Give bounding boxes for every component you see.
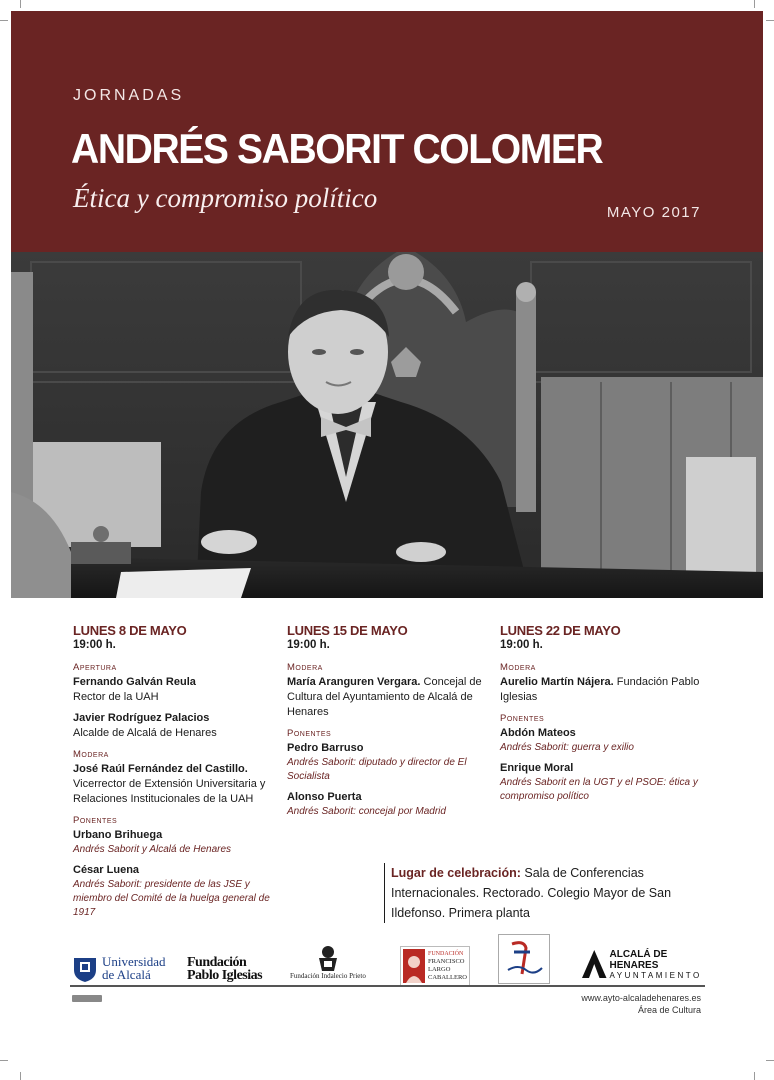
- participant-name: Fernando Galván Reula: [73, 676, 196, 688]
- crop-mark: [754, 0, 755, 8]
- portrait-illustration: [11, 252, 763, 598]
- session-time: 19:00 h.: [287, 639, 330, 651]
- fip-label: Fundación Indalecio Prieto: [290, 972, 366, 980]
- role-label: Modera: [500, 662, 536, 673]
- foro-logo: [498, 934, 550, 984]
- talk-title: Andrés Saborit y Alcalá de Henares: [73, 844, 232, 855]
- printer-mark: [72, 995, 102, 1002]
- ayuntamiento-alcala-logo: [582, 948, 705, 980]
- uah-line-2: de Alcalá: [102, 967, 151, 982]
- flc-portrait-icon: [403, 949, 425, 983]
- moderator-name: Aurelio Martín Nájera.: [500, 676, 614, 688]
- day-heading: LUNES 22 DE MAYO: [500, 623, 621, 638]
- flc-line-1: FUNDACIÓN: [428, 951, 464, 957]
- moderator-affiliation: Fundación Pablo Iglesias: [500, 676, 700, 703]
- uah-line-1: Universidad: [102, 954, 166, 969]
- speaker-name: Pedro Barruso: [287, 742, 364, 754]
- foro-emblem-icon: [504, 938, 544, 980]
- role-label: Ponentes: [73, 815, 118, 826]
- header-band: [11, 11, 763, 252]
- venue-text: Sala de Conferencias Internacionales. Rectorado. Colegio Mayor de San Ildefonso. Primera planta: [391, 866, 672, 920]
- speaker-name: Alonso Puerta: [287, 791, 362, 803]
- fpi-line-2: Pablo Iglesias: [187, 968, 263, 983]
- schedule-day-2: [287, 623, 497, 825]
- participant-affiliation: Rector de la UAH: [73, 691, 159, 703]
- crop-mark: [0, 20, 8, 21]
- session-time: 19:00 h.: [500, 639, 543, 651]
- speaker-name: Enrique Moral: [500, 762, 574, 774]
- event-title: ANDRÉS SABORIT COLOMER: [71, 125, 603, 172]
- moderator-entry: [73, 762, 283, 807]
- role-label: Modera: [287, 662, 323, 673]
- venue-label: Lugar de celebración:: [391, 866, 521, 880]
- talk-title: Andrés Saborit en la UGT y el PSOE: ética y compromiso político: [500, 777, 698, 802]
- moderator-entry: [500, 675, 710, 705]
- moderator-name: José Raúl Fernández del Castillo.: [73, 763, 248, 775]
- flc-line-4: CABALLERO: [428, 974, 467, 981]
- talk-title: Andrés Saborit: presidente de las JSE y miembro del Comité de la huelga general de 1917: [73, 879, 270, 918]
- fip-emblem-icon: [316, 944, 340, 972]
- talk-title: Andrés Saborit: diputado y director de El Socialista: [287, 757, 467, 782]
- ayto-line-2: AYUNTAMIENTO: [609, 970, 702, 980]
- uah-crest-icon: [72, 954, 98, 982]
- universidad-alcala-logo: [72, 954, 166, 982]
- event-subtitle: Ética y compromiso político: [73, 183, 378, 213]
- fpi-line-1: Fundación: [187, 955, 247, 970]
- participant-affiliation: Alcalde de Alcalá de Henares: [73, 727, 217, 739]
- ayto-a-icon: [582, 948, 607, 980]
- talk-title: Andrés Saborit: guerra y exilio: [500, 742, 634, 753]
- crop-mark: [20, 0, 21, 8]
- talk-title: Andrés Saborit: concejal por Madrid: [287, 806, 446, 817]
- event-date: MAYO 2017: [606, 204, 701, 221]
- crop-mark: [0, 1060, 8, 1061]
- portrait-photo: [11, 252, 763, 598]
- speaker-name: César Luena: [73, 864, 140, 876]
- moderator-entry: [287, 675, 497, 720]
- footer-url[interactable]: www.ayto-alcaladehenares.es: [581, 993, 701, 1003]
- day-heading: LUNES 15 DE MAYO: [287, 623, 408, 638]
- footer: [581, 992, 701, 1016]
- participant-name: Javier Rodríguez Palacios: [73, 712, 210, 724]
- footer-area: Área de Cultura: [637, 1005, 701, 1015]
- role-label: Apertura: [73, 662, 117, 673]
- fundacion-indalecio-prieto-logo: [290, 944, 366, 980]
- logos-divider: [70, 985, 705, 987]
- flc-line-3: LARGO: [428, 966, 451, 973]
- role-label: Ponentes: [500, 713, 545, 724]
- sponsor-logos: [70, 932, 705, 992]
- ayto-line-1: ALCALÁ DE HENARES: [609, 948, 668, 971]
- flc-line-2: FRANCISCO: [428, 958, 465, 965]
- fundacion-pablo-iglesias-logo: [187, 956, 262, 982]
- speaker-name: Urbano Brihuega: [73, 829, 163, 841]
- speaker-name: Abdón Mateos: [500, 727, 576, 739]
- role-label: Ponentes: [287, 728, 332, 739]
- crop-mark: [766, 1060, 774, 1061]
- schedule-day-1: [73, 623, 283, 926]
- event-kicker: JORNADAS: [73, 87, 185, 104]
- venue-info: [384, 863, 724, 923]
- moderator-affiliation: Vicerrector de Extensión Universitaria y Relaciones Institucionales de la UAH: [73, 778, 266, 805]
- role-label: Modera: [73, 749, 109, 760]
- crop-mark: [766, 20, 774, 21]
- crop-mark: [20, 1072, 21, 1080]
- moderator-name: María Aranguren Vergara.: [287, 676, 421, 688]
- fundacion-largo-caballero-logo: [400, 946, 470, 986]
- crop-mark: [754, 1072, 755, 1080]
- moderator-affiliation: Concejal de Cultura del Ayuntamiento de Alcalá de Henares: [287, 676, 482, 718]
- day-heading: LUNES 8 DE MAYO: [73, 623, 187, 638]
- session-time: 19:00 h.: [73, 639, 116, 651]
- schedule-day-3: [500, 623, 710, 810]
